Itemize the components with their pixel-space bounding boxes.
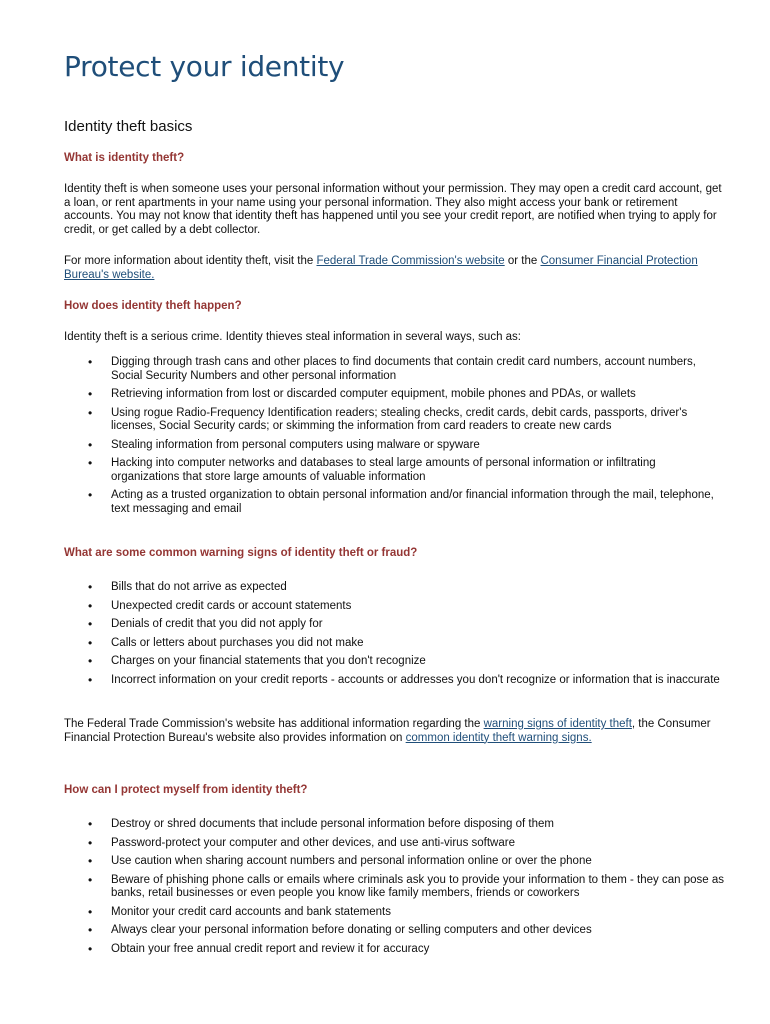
cfpb-website-link[interactable]: Consumer Financial Protection Bureau's website.	[64, 255, 698, 281]
list-item: • Destroy or shred documents that include personal information before disposing of them	[64, 818, 724, 832]
ftc-website-link[interactable]: Federal Trade Commission's website	[316, 255, 505, 267]
list-ways-thieves-steal	[64, 356, 724, 521]
list-item: • Stealing information from personal computers using malware or spyware	[64, 439, 724, 453]
list-item: • Digging through trash cans and other places to find documents that contain credit card numbers, account numbers, Social Security Numbers and other personal information	[64, 356, 724, 383]
heading-warning-signs: What are some common warning signs of identity theft or fraud?	[64, 547, 418, 559]
heading-what-is-identity-theft: What is identity theft?	[64, 152, 185, 164]
heading-how-does-it-happen: How does identity theft happen?	[64, 300, 242, 312]
list-item: • Incorrect information on your credit reports - accounts or addresses you don't recognize or information that is inaccurate	[64, 674, 724, 688]
warning-signs-link[interactable]: warning signs of identity theft	[483, 718, 632, 730]
list-warning-signs	[64, 581, 724, 692]
list-item: • Monitor your credit card accounts and bank statements	[64, 906, 724, 920]
paragraph-ftc-warning-info	[64, 718, 724, 745]
list-item: • Password-protect your computer and other devices, and use anti-virus software	[64, 837, 724, 851]
common-warning-signs-link[interactable]: common identity theft warning signs.	[405, 731, 592, 744]
page-subtitle: Identity theft basics	[64, 118, 193, 135]
list-item: • Acting as a trusted organization to obtain personal information and/or financial information through the mail, telephone, text messaging and email	[64, 489, 724, 516]
paragraph-how-intro: Identity theft is a serious crime. Identity thieves steal information in several ways, such as:	[64, 331, 522, 343]
more-info-middle: or the	[504, 255, 541, 267]
list-item: • Using rogue Radio-Frequency Identification readers; stealing checks, credit cards, debit cards, passports, driver's licenses, Social Security cards; or skimming the information from card readers to create new cards	[64, 407, 724, 434]
heading-protect-yourself: How can I protect myself from identity theft?	[64, 784, 308, 796]
page-title: Protect your identity	[64, 50, 345, 83]
list-protection-tips	[64, 818, 724, 961]
paragraph-more-info	[64, 255, 724, 282]
list-item: • Charges on your financial statements that you don't recognize	[64, 655, 724, 669]
list-item: • Retrieving information from lost or discarded computer equipment, mobile phones and PDAs, or wallets	[64, 388, 724, 402]
list-item: • Always clear your personal information before donating or selling computers and other devices	[64, 924, 724, 938]
list-item: • Calls or letters about purchases you did not make	[64, 637, 724, 651]
list-item: • Unexpected credit cards or account statements	[64, 600, 724, 614]
warning-info-middle: , the Consumer Financial Protection Bureau's website also provides information on	[64, 718, 711, 744]
warning-info-prefix: The Federal Trade Commission's website has additional information regarding the	[64, 718, 484, 730]
more-info-prefix: For more information about identity theft, visit the	[64, 255, 317, 267]
list-item: • Obtain your free annual credit report and review it for accuracy	[64, 943, 724, 957]
list-item: • Hacking into computer networks and databases to steal large amounts of personal information or infiltrating organizations that store large amounts of valuable information	[64, 457, 724, 484]
list-item: • Denials of credit that you did not apply for	[64, 618, 724, 632]
list-item: • Beware of phishing phone calls or emails where criminals ask you to provide your information to them - they can pose as banks, retail businesses or even people you know like family members, friends or coworkers	[64, 874, 724, 901]
list-item: • Use caution when sharing account numbers and personal information online or over the phone	[64, 855, 724, 869]
paragraph-definition: Identity theft is when someone uses your personal information without your permission. They may open a credit card account, get a loan, or rent apartments in your name using your personal information. They also might access your bank or retirement accounts. You may not know that identity theft has happened until you see your credit report, are notified when trying to apply for credit, or get called by a debt collector.	[64, 183, 722, 236]
list-item: • Bills that do not arrive as expected	[64, 581, 724, 595]
